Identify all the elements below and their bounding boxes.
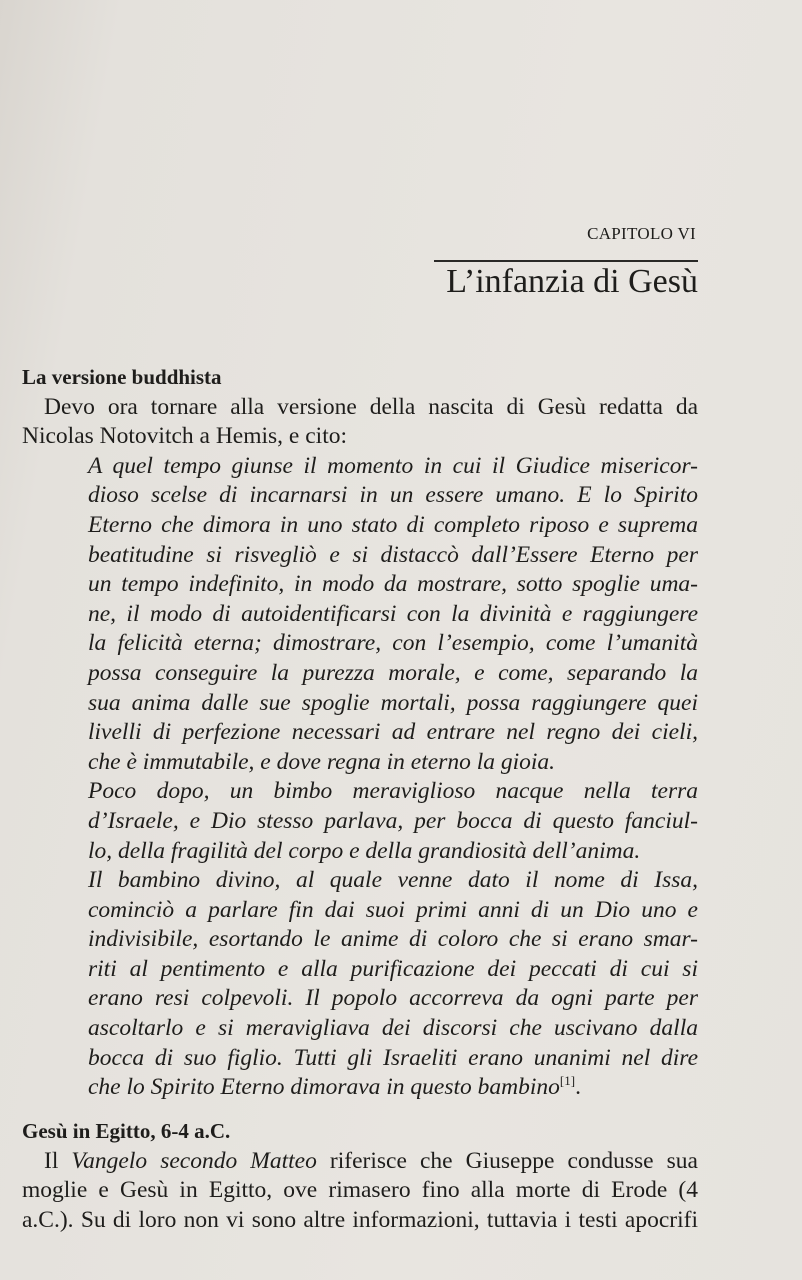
quote-text: indivisibile, esortando le anime di coloro che si erano smar- <box>88 926 698 953</box>
text: Il <box>44 1147 72 1174</box>
paragraph-line: moglie e Gesù in Egitto, ove rimasero fino alla morte di Erode (4 <box>22 1177 698 1204</box>
book-title: Vangelo secondo Matteo <box>71 1147 317 1174</box>
quote-line <box>22 896 698 926</box>
chapter-label: CAPITOLO VI <box>587 224 696 243</box>
paragraph-line: a.C.). Su di loro non vi sono altre informazioni, tuttavia i testi apocrifi <box>22 1206 698 1233</box>
quote-text: la felicità eterna; dimostrare, con l’esempio, come l’umanità <box>88 630 698 657</box>
quote-line <box>22 570 698 600</box>
text: riferisce che Giuseppe condusse sua <box>316 1147 698 1174</box>
quote-line <box>22 866 698 896</box>
quote-line <box>22 600 698 630</box>
quote-text: ascoltarlo e si meravigliava dei discorsi che uscivano dalla <box>88 1015 698 1042</box>
section-buddhist-version <box>22 363 698 1103</box>
section-heading: La versione buddhista <box>22 365 222 389</box>
paragraph-line: Devo ora tornare alla versione della nascita di Gesù redatta da <box>44 393 698 420</box>
chapter-title: L’infanzia di Gesù <box>446 263 698 300</box>
quote-line <box>22 511 698 541</box>
quote-text: Il bambino divino, al quale venne dato il nome di Issa, <box>88 867 698 894</box>
quote-line <box>22 777 698 807</box>
quote-text: erano resi colpevoli. Il popolo accorreva da ogni parte per <box>88 985 698 1012</box>
punctuation: . <box>575 1074 581 1101</box>
quote-text: che è immutabile, e dove regna in eterno la gioia. <box>88 748 556 775</box>
quote-text: un tempo indefinito, in modo da mostrare, sotto spoglie uma- <box>88 571 698 598</box>
quote-text: Eterno che dimora in uno stato di completo riposo e suprema <box>88 511 698 538</box>
quote-text: d’Israele, e Dio stesso parlava, per bocca di questo fanciul- <box>88 807 698 834</box>
quote-text: sua anima dalle sue spoglie mortali, possa raggiungere quei <box>88 689 698 716</box>
quote-line <box>22 955 698 985</box>
quote-line <box>22 984 698 1014</box>
quote-text: bocca di suo figlio. Tutti gli Israeliti erano unanimi nel dire <box>88 1044 698 1071</box>
quote-line <box>22 452 698 482</box>
quote-line <box>22 837 698 867</box>
block-quote <box>22 452 698 1103</box>
quote-line <box>22 925 698 955</box>
quote-line <box>22 1073 698 1103</box>
quote-line <box>22 807 698 837</box>
quote-text: possa conseguire la purezza morale, e come, separando la <box>88 659 698 686</box>
quote-text: dioso scelse di incarnarsi in un essere umano. E lo Spirito <box>88 482 698 509</box>
quote-line <box>22 481 698 511</box>
section-egypt <box>22 1117 698 1235</box>
quote-line <box>22 541 698 571</box>
quote-text: beatitudine si risvegliò e si distaccò dall’Essere Eterno per <box>88 541 698 568</box>
quote-line <box>22 689 698 719</box>
quote-text: A quel tempo giunse il momento in cui il Giudice misericor- <box>88 452 698 479</box>
quote-line <box>22 718 698 748</box>
paragraph-line: Nicolas Notovitch a Hemis, e cito: <box>22 423 348 450</box>
quote-text: ne, il modo di autoidentificarsi con la divinità e raggiungere <box>88 600 698 627</box>
section-heading: Gesù in Egitto, 6-4 a.C. <box>22 1119 231 1143</box>
quote-text: Poco dopo, un bimbo meraviglioso nacque nella terra <box>88 778 698 805</box>
quote-line <box>22 629 698 659</box>
quote-line <box>22 748 698 778</box>
quote-text: riti al pentimento e alla purificazione dei peccati di cui si <box>88 955 698 982</box>
footnote-reference[interactable]: [1] <box>559 1073 576 1089</box>
quote-text: livelli di perfezione necessari ad entrare nel regno dei cieli, <box>88 719 698 746</box>
quote-line <box>22 659 698 689</box>
bleed-through-text <box>40 90 690 280</box>
title-rule <box>434 260 698 262</box>
paragraph-line <box>22 1147 698 1177</box>
quote-text: lo, della fragilità del corpo e della grandiosità dell’anima. <box>88 837 641 864</box>
quote-text: cominciò a parlare fin dai suoi primi anni di un Dio uno e <box>88 896 698 923</box>
quote-line <box>22 1044 698 1074</box>
quote-line <box>22 1014 698 1044</box>
quote-text: che lo Spirito Eterno dimorava in questo bambino <box>88 1074 560 1101</box>
